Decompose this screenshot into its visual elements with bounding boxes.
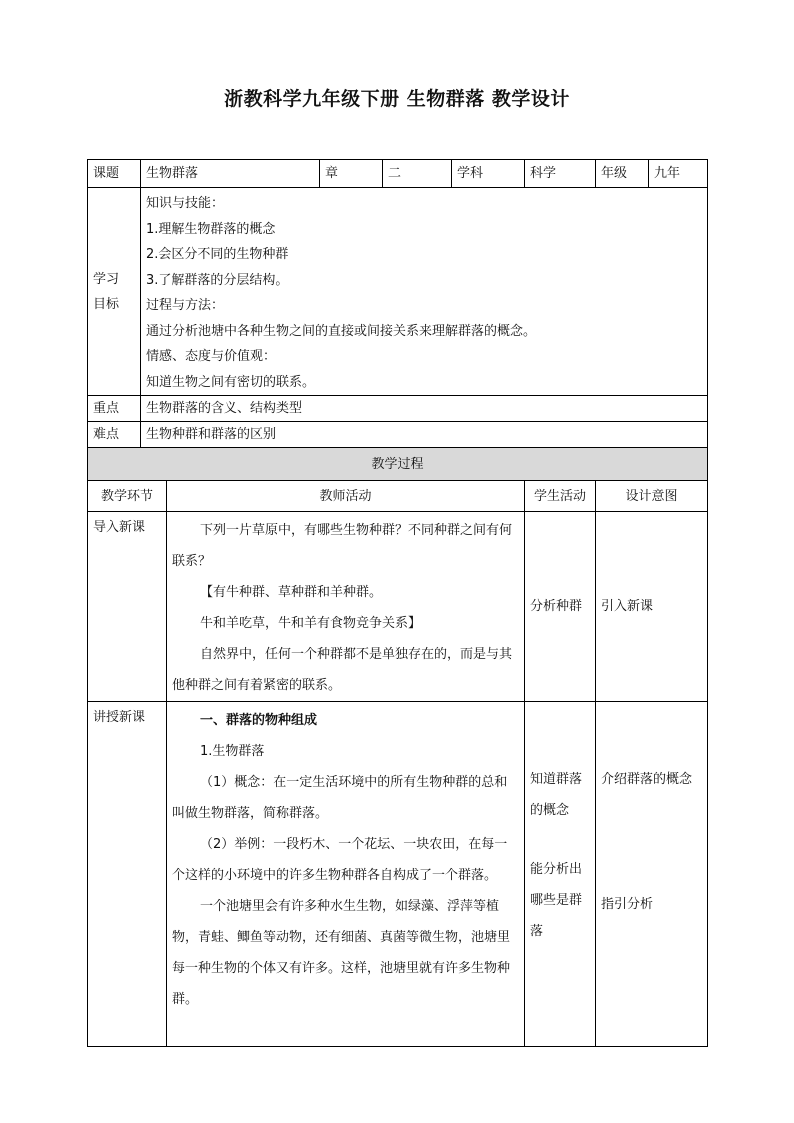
goals-line: 3.了解群落的分层结构。 — [146, 272, 289, 288]
section-heading: 一、群落的物种组成 — [200, 713, 318, 728]
goals-line: 1.理解生物群落的概念 — [146, 221, 276, 237]
col-header-teacher: 教师活动 — [167, 481, 525, 512]
goals-line: 通过分析池塘中各种生物之间的直接或间接关系来理解群落的概念。 — [146, 323, 537, 339]
chapter-label: 章 — [320, 160, 383, 188]
goals-line: 2.会区分不同的生物种群 — [146, 247, 289, 262]
goals-content — [141, 188, 708, 396]
key-point-row — [88, 396, 708, 422]
intro-intent: 引入新课 — [596, 512, 708, 702]
intro-stage: 导入新课 — [88, 512, 167, 702]
goals-label-line1: 学习 — [93, 271, 120, 287]
topic-label: 课题 — [88, 160, 141, 188]
lecture-paragraph: 一个池塘里会有许多种水生生物，如绿藻、浮萍等植物，青蛙、鲫鱼等动物，还有细菌、真菌等微生物，池塘里每一种生物的个体又有许多。这样，池塘里就有许多生物种群。 — [172, 899, 511, 1007]
subsection-heading: 1.生物群落 — [200, 744, 265, 759]
lecture-student — [525, 702, 596, 1047]
lecture-paragraph: （1）概念：在一定生活环境中的所有生物种群的总和叫做生物群落，简称群落。 — [172, 775, 508, 821]
lecture-paragraph: （2）举例：一段朽木、一个花坛、一块农田，在每一个这样的小环境中的许多生物种群各自构成了一个群落。 — [172, 837, 508, 883]
subject-label: 学科 — [452, 160, 525, 188]
page-title: 浙教科学九年级下册 生物群落 教学设计 — [224, 88, 570, 110]
column-header-row — [88, 481, 708, 512]
student-activity: 知道群落的概念 — [530, 772, 583, 818]
intent-item: 介绍群落的概念 — [601, 772, 693, 787]
goals-line: 情感、态度与价值观： — [146, 349, 277, 364]
goals-label — [88, 188, 141, 396]
info-row — [88, 160, 708, 188]
lecture-row — [88, 702, 708, 1047]
key-point-value: 生物群落的含义、结构类型 — [141, 396, 708, 422]
difficulty-label: 难点 — [88, 422, 141, 448]
process-header: 教学过程 — [88, 448, 708, 481]
intro-row — [88, 512, 708, 702]
intro-paragraph: 【有牛种群、草种群和羊种群。 — [200, 585, 383, 600]
goals-line: 过程与方法： — [146, 298, 225, 313]
col-header-student: 学生活动 — [525, 481, 596, 512]
subject-value: 科学 — [525, 160, 596, 188]
student-activity: 能分析出哪些是群落 — [530, 862, 583, 939]
lecture-stage: 讲授新课 — [88, 702, 167, 1047]
topic-value: 生物群落 — [141, 160, 320, 188]
intro-teacher — [167, 512, 525, 702]
col-header-intent: 设计意图 — [596, 481, 708, 512]
col-header-stage: 教学环节 — [88, 481, 167, 512]
key-point-label: 重点 — [88, 396, 141, 422]
lecture-teacher — [167, 702, 525, 1047]
goals-line: 知识与技能： — [146, 196, 225, 211]
goals-line: 知道生物之间有密切的联系。 — [146, 374, 316, 390]
grade-label: 年级 — [596, 160, 649, 188]
difficulty-value: 生物种群和群落的区别 — [141, 422, 708, 448]
intro-paragraph: 下列一片草原中，有哪些生物种群？不同种群之间有何联系？ — [172, 523, 513, 569]
grade-value: 九年 — [649, 160, 708, 188]
lesson-plan-table — [87, 159, 708, 1047]
process-header-row — [88, 448, 708, 481]
chapter-value: 二 — [383, 160, 452, 188]
goals-label-line2: 目标 — [93, 296, 120, 312]
intro-paragraph: 牛和羊吃草，牛和羊有食物竞争关系】 — [200, 616, 422, 631]
intro-paragraph: 自然界中，任何一个种群都不是单独存在的，而是与其他种群之间有着紧密的联系。 — [172, 647, 513, 693]
goals-row — [88, 188, 708, 396]
lecture-intent — [596, 702, 708, 1047]
intent-item: 指引分析 — [601, 897, 654, 912]
intro-student: 分析种群 — [525, 512, 596, 702]
difficulty-row — [88, 422, 708, 448]
